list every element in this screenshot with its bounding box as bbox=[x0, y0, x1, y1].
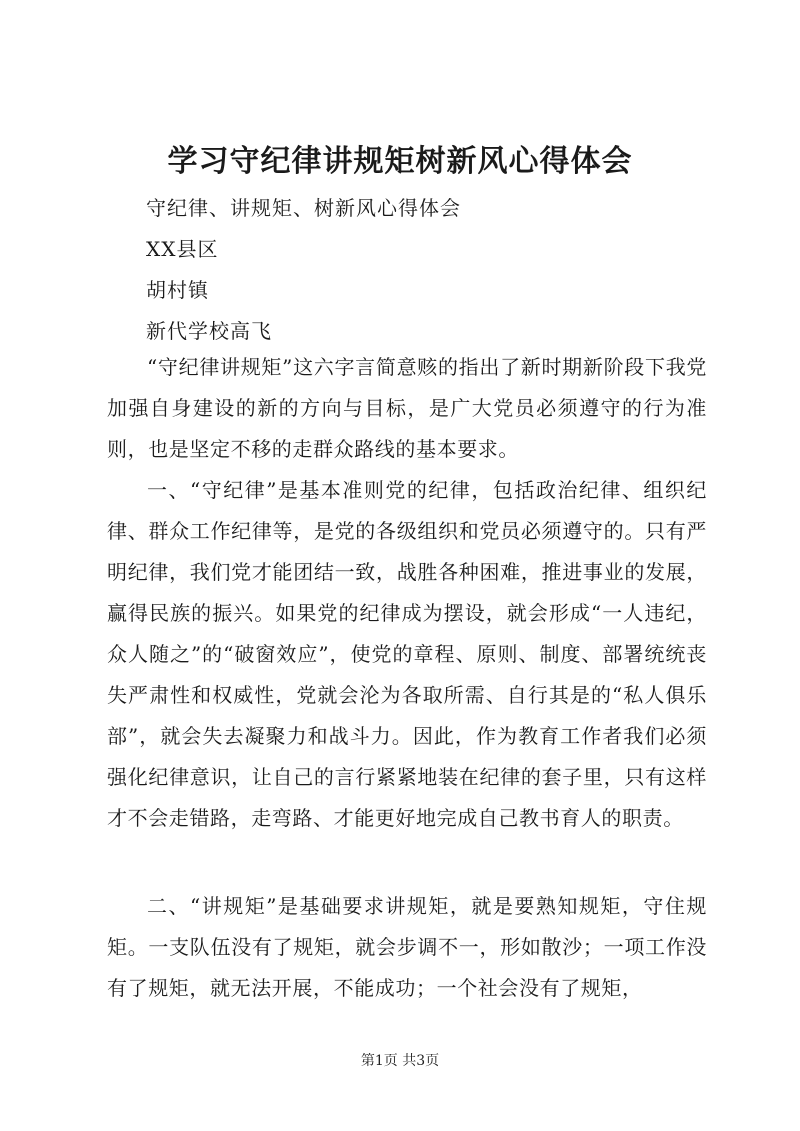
county-line: XX县区 bbox=[146, 237, 219, 261]
page-number: 第1页 共3页 bbox=[360, 1053, 440, 1069]
document-title: 学习守纪律讲规矩树新风心得体会 bbox=[167, 144, 633, 179]
author-line: 新代学校高飞 bbox=[146, 319, 272, 343]
paragraph-discipline: 一、“守纪律”是基本准则党的纪律，包括政治纪律、组织纪律、群众工作纪律等，是党的各级组织和党员必须遵守的。只有严明纪律，我们党才能团结一致，战胜各种困难，推进事业的发展，赢得民族的振兴。如果党的纪律成为摆设，就会形成“一人违纪，众人随之”的“破窗效应”，使党的章程、原则、制度、部署统统丧失严肃性和权威性，党就会沦为各取所需、自行其是的“私人俱乐部”，就会失去凝聚力和战斗力。因此，作为教育工作者我们必须强化纪律意识，让自己的言行紧紧地装在纪律的套子里，只有这样才不会走错路，走弯路、才能更好地完成自己教书育人的职责。 bbox=[107, 478, 707, 830]
paragraph-rules: 二、“讲规矩”是基础要求讲规矩，就是要熟知规矩，守住规矩。一支队伍没有了规矩，就会步调不一，形如散沙；一项工作没有了规矩，就无法开展，不能成功；一个社会没有了规矩， bbox=[107, 894, 707, 1000]
document-subtitle: 守纪律、讲规矩、树新风心得体会 bbox=[146, 196, 461, 220]
town-line: 胡村镇 bbox=[146, 278, 209, 302]
paragraph-intro: “守纪律讲规矩”这六字言简意赅的指出了新时期新阶段下我党加强自身建设的新的方向与目标，是广大党员必须遵守的行为准则，也是坚定不移的走群众路线的基本要求。 bbox=[107, 355, 707, 461]
